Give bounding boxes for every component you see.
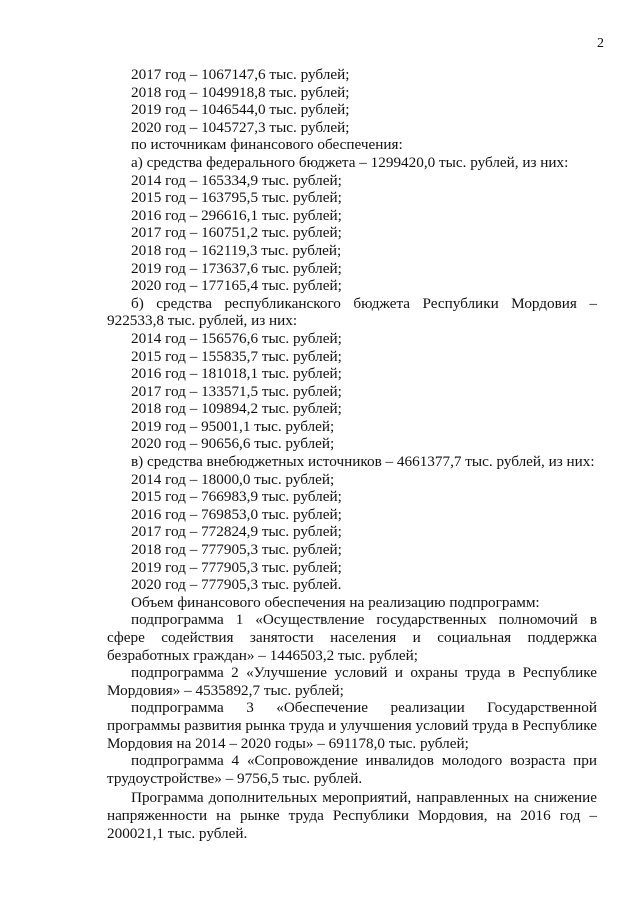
text-line: 2020 год – 177165,4 тыс. рублей; [131,277,342,295]
document-body [107,66,597,842]
paragraph-regional-budget: б) средства республиканского бюджета Республики Мордовия – 922533,8 тыс. рублей, из них: [107,294,597,330]
text-line: 2015 год – 766983,9 тыс. рублей; [131,488,342,506]
text-line: по источникам финансового обеспечения: [131,136,403,154]
page-number: 2 [597,36,604,51]
text-line: 2017 год – 772824,9 тыс. рублей; [131,523,342,541]
text-line: 2016 год – 296616,1 тыс. рублей; [131,206,342,224]
subprogram-2: подпрограмма 2 «Улучшение условий и охраны труда в Республике Мордовия» – 4535892,7 тыс. рублей; [107,664,597,699]
final-paragraph: Программа дополнительных мероприятий, направленных на снижение напряженности на рынке труда Республики Мордовия, на 2016 год – 200021,1 тыс. рублей. [107,789,597,842]
text-line: 2020 год – 777905,3 тыс. рублей. [131,576,342,594]
text-line: 2014 год – 165334,9 тыс. рублей; [131,171,342,189]
text-line: 2017 год – 133571,5 тыс. рублей; [131,382,342,400]
text-line: 2020 год – 1045727,3 тыс. рублей; [131,118,350,136]
text-line: Объем финансового обеспечения на реализацию подпрограмм: [131,593,540,611]
text-line: 2016 год – 181018,1 тыс. рублей; [131,365,342,383]
text-line: 2018 год – 109894,2 тыс. рублей; [131,400,342,418]
subprogram-3: подпрограмма 3 «Обеспечение реализации Государственной программы развития рынка труда и улучшения условий труда в Республике Мордовия на 2014 – 2020 годы» – 691178,0 тыс. рублей; [107,699,597,752]
text-line: 2019 год – 95001,1 тыс. рублей; [131,417,335,435]
text-line: в) средства внебюджетных источников – 4661377,7 тыс. рублей, из них: [131,453,595,471]
text-line: 2020 год – 90656,6 тыс. рублей; [131,435,335,453]
text-line: 2015 год – 155835,7 тыс. рублей; [131,347,342,365]
text-line: 2018 год – 162119,3 тыс. рублей; [131,241,342,259]
text-line: 2019 год – 1046544,0 тыс. рублей; [131,101,350,119]
text-line: 2019 год – 173637,6 тыс. рублей; [131,259,342,277]
text-line: 2018 год – 777905,3 тыс. рублей; [131,541,342,559]
text-line: а) средства федерального бюджета – 1299420,0 тыс. рублей, из них: [131,153,569,171]
text-line: 2015 год – 163795,5 тыс. рублей; [131,189,342,207]
text-line: 2017 год – 160751,2 тыс. рублей; [131,224,342,242]
subprogram-1: подпрограмма 1 «Осуществление государственных полномочий в сфере содействия занятости населения и социальная поддержка безработных граждан» – 1446503,2 тыс. рублей; [107,611,597,664]
text-line: 2016 год – 769853,0 тыс. рублей; [131,505,342,523]
subprogram-4: подпрограмма 4 «Сопровождение инвалидов молодого возраста при трудоустройстве» – 9756,5 тыс. рублей. [107,752,597,787]
text-line: 2014 год – 18000,0 тыс. рублей; [131,470,335,488]
text-line: 2014 год – 156576,6 тыс. рублей; [131,329,342,347]
text-line: 2019 год – 777905,3 тыс. рублей; [131,558,342,576]
text-line: 2018 год – 1049918,8 тыс. рублей; [131,83,350,101]
text-line: 2017 год – 1067147,6 тыс. рублей; [131,66,350,83]
